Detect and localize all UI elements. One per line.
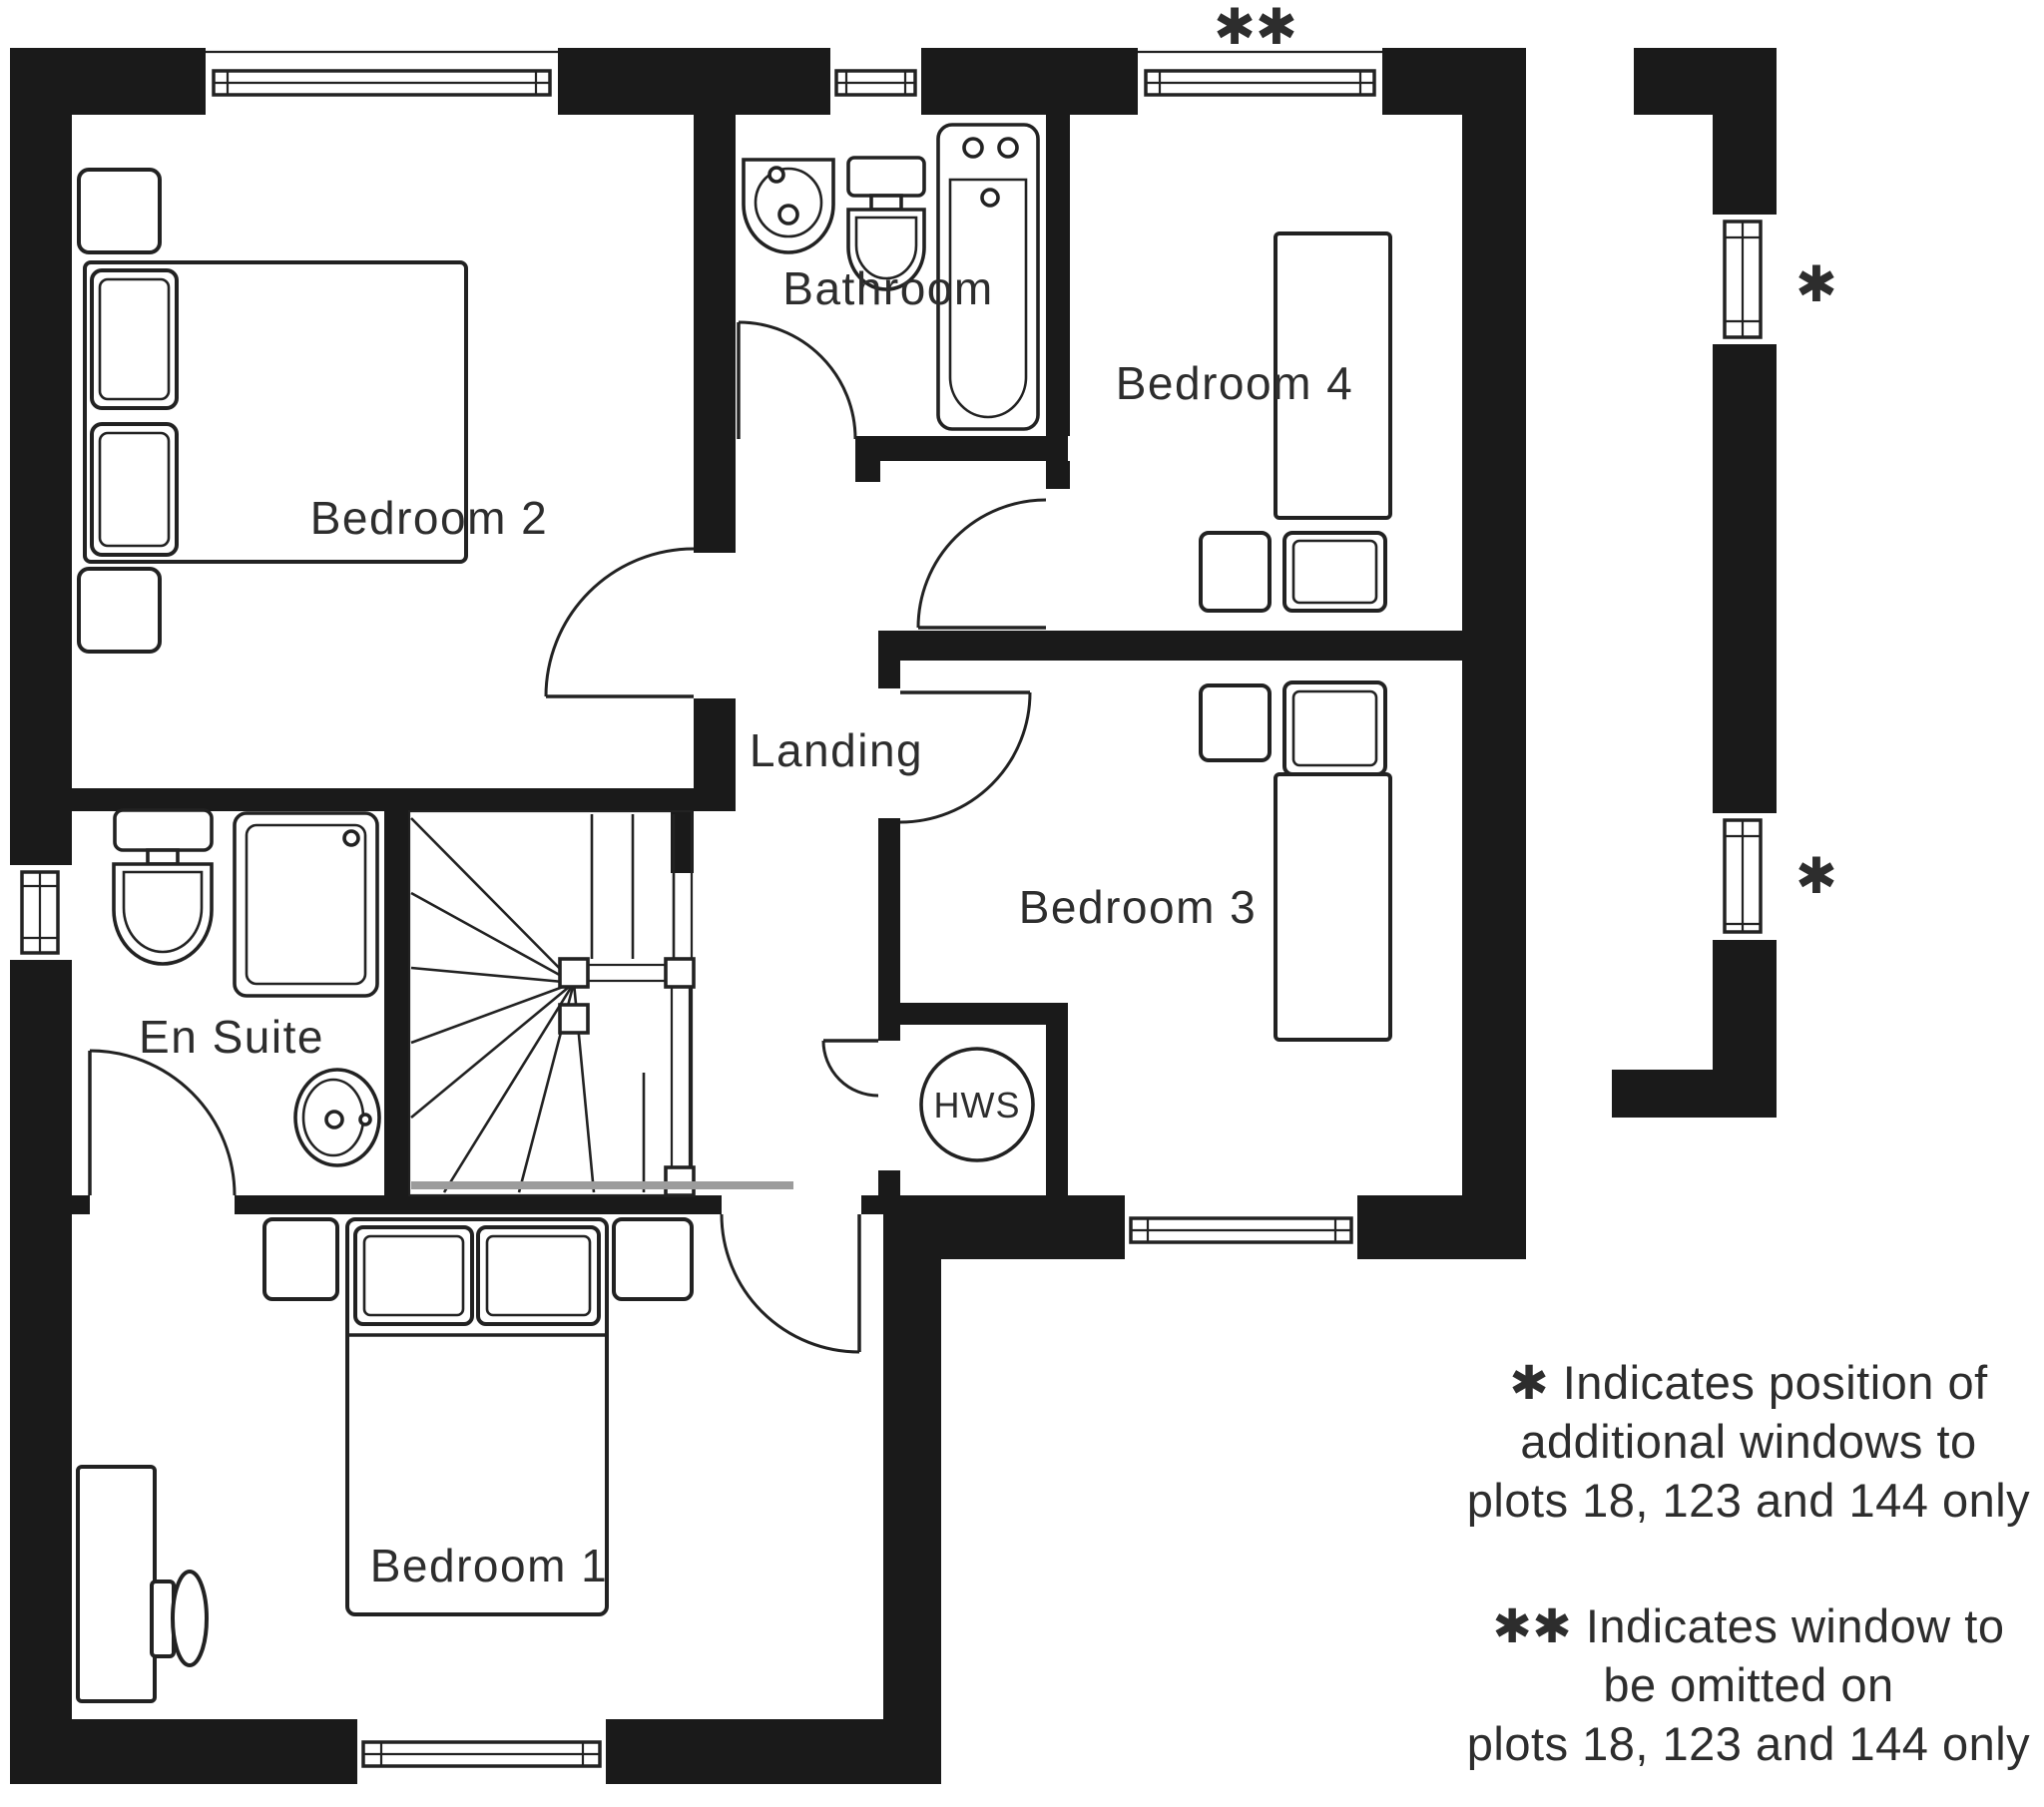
- bedroom1-nightstand-left: [264, 1219, 337, 1299]
- note-single-star-line-2: additional windows to: [1520, 1415, 1977, 1468]
- wall-right: [1462, 115, 1526, 1195]
- single-star-marker-1: ✱: [1795, 255, 1837, 313]
- ensuite-sink: [295, 1070, 379, 1165]
- bedroom1-pillow-2: [478, 1227, 599, 1324]
- detached-wall-section: [1612, 48, 1777, 1118]
- stair-newel-1: [560, 959, 588, 987]
- stair-newel-2: [666, 959, 694, 987]
- window-additional-2: [1713, 813, 1777, 940]
- bedroom3-pillow: [1284, 682, 1385, 774]
- wall-bed1-top-1: [72, 1195, 90, 1214]
- note-double-star-line-1: ✱✱ Indicates window to: [1492, 1599, 2005, 1652]
- window-bedroom2: [206, 48, 558, 115]
- stair-newel-3: [560, 1005, 588, 1033]
- wall-landing-bed3-1: [878, 631, 900, 688]
- notes: [1467, 1356, 2030, 1770]
- label-bedroom1: Bedroom 1: [369, 1540, 609, 1591]
- wall-bathroom-bottom: [855, 436, 1068, 461]
- wall-bottom-1: [10, 1719, 357, 1784]
- label-landing: Landing: [749, 724, 924, 776]
- label-bedroom2: Bedroom 2: [309, 492, 549, 544]
- wall-ensuite-stairs: [384, 808, 409, 1195]
- wall-bed3-bottom-2: [1357, 1195, 1526, 1259]
- door-bedroom2: [546, 549, 694, 696]
- window-bathroom: [830, 48, 921, 115]
- label-bedroom4: Bedroom 4: [1115, 357, 1354, 409]
- window-additional-1: [1713, 215, 1777, 344]
- wall-bed3-bottom-1: [883, 1195, 1125, 1259]
- wall-bathroom-bed4: [1046, 115, 1070, 436]
- label-hws: HWS: [933, 1085, 1021, 1126]
- label-bedroom3: Bedroom 3: [1018, 881, 1258, 933]
- bedroom3-bed: [1276, 774, 1390, 1040]
- stair-rail-top: [588, 965, 666, 981]
- note-single-star-line-3: plots 18, 123 and 144 only: [1466, 1474, 2031, 1527]
- ensuite-toilet: [114, 810, 212, 964]
- bedroom2-pillow-1: [92, 270, 177, 408]
- wall-bed1-right: [883, 1259, 941, 1719]
- window-bedroom3: [1125, 1195, 1357, 1259]
- label-bathroom: Bathroom: [782, 262, 994, 314]
- door-hws-cupboard: [823, 1041, 878, 1096]
- ensuite-shower: [235, 813, 377, 996]
- wall-landing-bed3-3: [878, 1170, 900, 1195]
- bedroom2-furniture: [79, 170, 466, 652]
- detached-wall-foot: [1612, 1070, 1777, 1118]
- door-bathroom: [739, 322, 855, 439]
- door-bedroom4: [918, 500, 1046, 628]
- stair-rail-right: [672, 987, 690, 1169]
- stairs: [409, 811, 793, 1195]
- bedroom2-wardrobe-top: [79, 170, 160, 252]
- bedroom1-desk: [78, 1467, 155, 1701]
- wall-bed1-top-3: [861, 1195, 883, 1214]
- double-star-marker: ✱✱: [1214, 0, 1297, 56]
- window-bedroom1: [357, 1719, 606, 1784]
- note-double-star-line-2: be omitted on: [1603, 1658, 1894, 1711]
- wall-bathroom-bottom-stub: [855, 461, 880, 482]
- wall-bed2-ensuite: [72, 788, 736, 811]
- detached-wall-top: [1634, 48, 1777, 115]
- single-star-marker-2: ✱: [1795, 847, 1837, 905]
- wall-bed2-landing-stub: [694, 698, 736, 790]
- wall-hws-top: [896, 1003, 1068, 1025]
- bathroom-sink: [744, 160, 833, 252]
- bedroom3-furniture: [1201, 682, 1390, 1040]
- note-double-star-line-3: plots 18, 123 and 144 only: [1466, 1717, 2031, 1770]
- window-ensuite: [10, 865, 72, 960]
- wall-top-1: [10, 48, 206, 115]
- wall-bed4-bed3: [900, 631, 1462, 661]
- bedroom1-desk-tab: [152, 1581, 174, 1656]
- wall-top-4: [1382, 48, 1526, 115]
- wall-left-1: [10, 115, 72, 865]
- wall-top-2: [558, 48, 830, 115]
- bedroom1-nightstand-right: [614, 1219, 692, 1299]
- label-ensuite: En Suite: [139, 1011, 324, 1063]
- bedroom2-pillow-2: [92, 424, 177, 555]
- wall-left-2: [10, 960, 72, 1719]
- wall-landing-bed4: [1046, 461, 1070, 489]
- bedroom1-pillow-1: [355, 1227, 472, 1324]
- note-single-star-line-1: ✱ Indicates position of: [1509, 1356, 1988, 1409]
- bedroom3-nightstand: [1201, 685, 1270, 760]
- bedroom4-furniture: [1201, 233, 1390, 611]
- door-ensuite: [90, 1051, 235, 1195]
- bedroom2-wardrobe-bottom: [79, 569, 160, 652]
- bedroom1-furniture: [78, 1219, 692, 1701]
- ensuite-fixtures: [114, 810, 379, 1165]
- window-bedroom4: [1138, 48, 1382, 115]
- door-bedroom1: [722, 1214, 859, 1352]
- detached-wall-v1: [1713, 115, 1777, 215]
- bedroom4-nightstand: [1201, 533, 1270, 611]
- wall-top-3: [921, 48, 1138, 115]
- detached-wall-v2: [1713, 344, 1777, 813]
- wall-bed1-top-2: [235, 1195, 722, 1214]
- bedroom4-pillow: [1284, 533, 1385, 611]
- wall-bed2-bathroom: [694, 115, 736, 553]
- bedroom1-chair: [173, 1572, 207, 1665]
- wall-bottom-2: [606, 1719, 941, 1784]
- wall-hws-right: [1046, 1025, 1068, 1195]
